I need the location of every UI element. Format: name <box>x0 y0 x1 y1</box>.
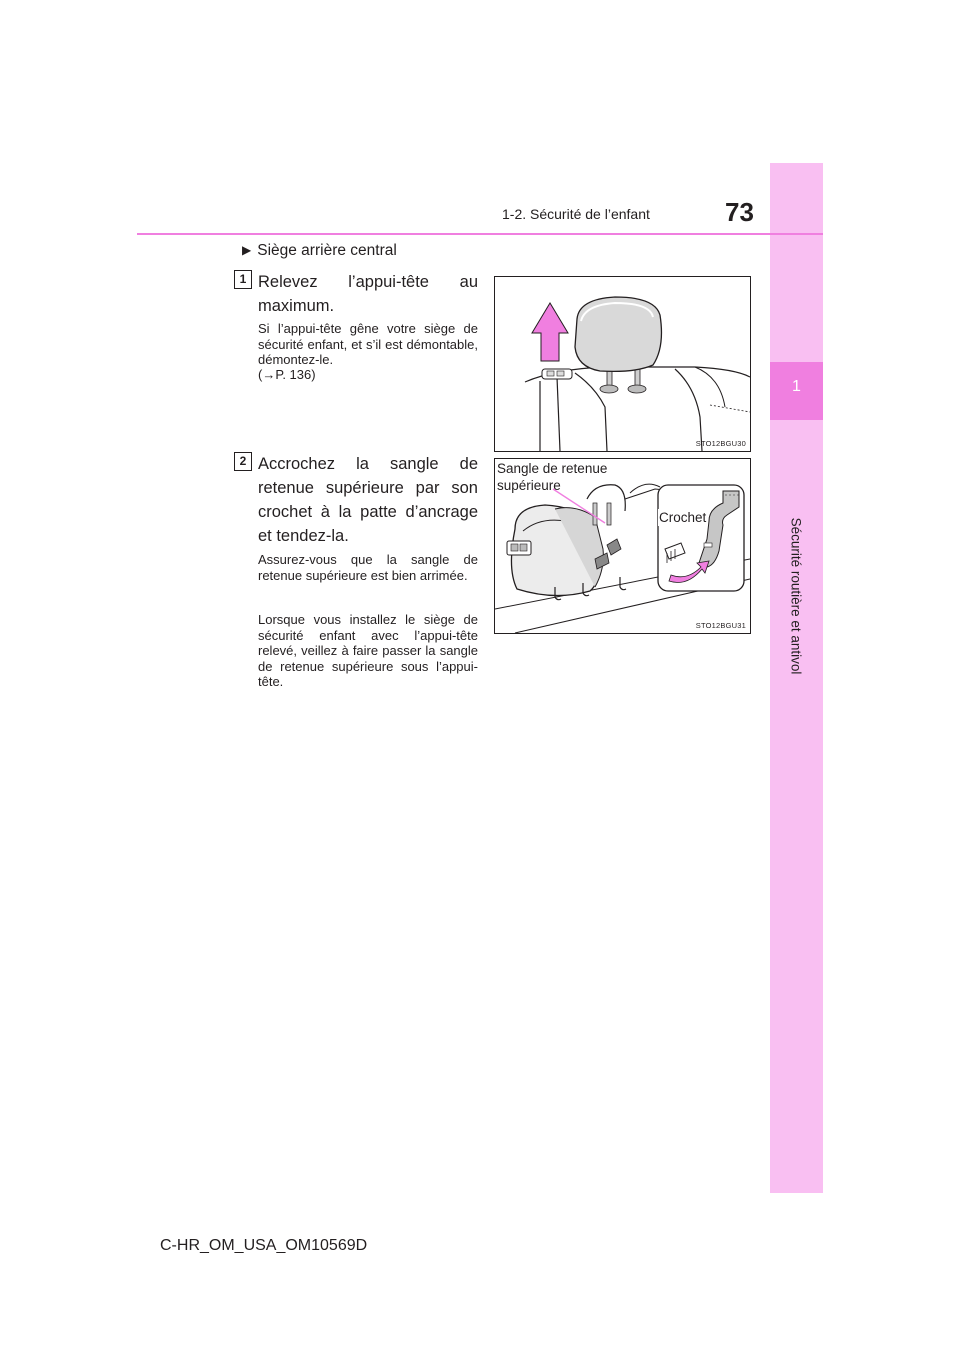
document-code: C-HR_OM_USA_OM10569D <box>160 1237 368 1254</box>
hook-label: Crochet <box>659 510 707 525</box>
figure-top-tether-hook <box>494 458 751 634</box>
bullet-heading-text: Siège arrière central <box>257 242 397 259</box>
header-rule <box>137 233 823 235</box>
chapter-number: 1 <box>792 378 801 395</box>
step-1-page-ref: (→P. 136) <box>258 367 316 382</box>
chapter-title-text: Sécurité routière et antivol <box>788 517 804 675</box>
step-2-text: Accrochez la sangle de retenue supérieure par son crochet à la patte d’ancrage et tendez-la. <box>258 455 478 545</box>
figure-1-code: STO12BGU30 <box>695 439 746 448</box>
triangle-bullet-icon: ▶ <box>242 243 252 257</box>
step-2-note-1: Assurez-vous que la sangle de retenue supérieure est bien arrimée. <box>258 552 478 583</box>
figure-headrest-raise <box>494 276 751 452</box>
bullet-heading <box>242 242 397 260</box>
step-1-text: Relevez l’appui-tête au maximum. <box>258 273 478 315</box>
figure-2-code: STO12BGU31 <box>695 621 746 630</box>
chapter-side-tab <box>770 163 823 1193</box>
step-1-note: Si l’appui-tête gêne votre siège de sécurité enfant, et s’il est démontable, démontez-le. <box>258 321 478 367</box>
headrest-illustration <box>495 277 750 451</box>
step-number-1: 1 <box>234 270 252 289</box>
page-number: 73 <box>725 197 754 227</box>
section-title: 1-2. Sécurité de l’enfant <box>502 206 650 222</box>
strap-label: Sangle de retenue supérieure <box>497 461 608 493</box>
step-number-2: 2 <box>234 452 252 471</box>
step-2-note-2: Lorsque vous installez le siège de sécurité enfant avec l’appui-tête relevé, veillez à faire passer la sangle de retenue supérieure sous l’appui-tête. <box>258 612 478 689</box>
